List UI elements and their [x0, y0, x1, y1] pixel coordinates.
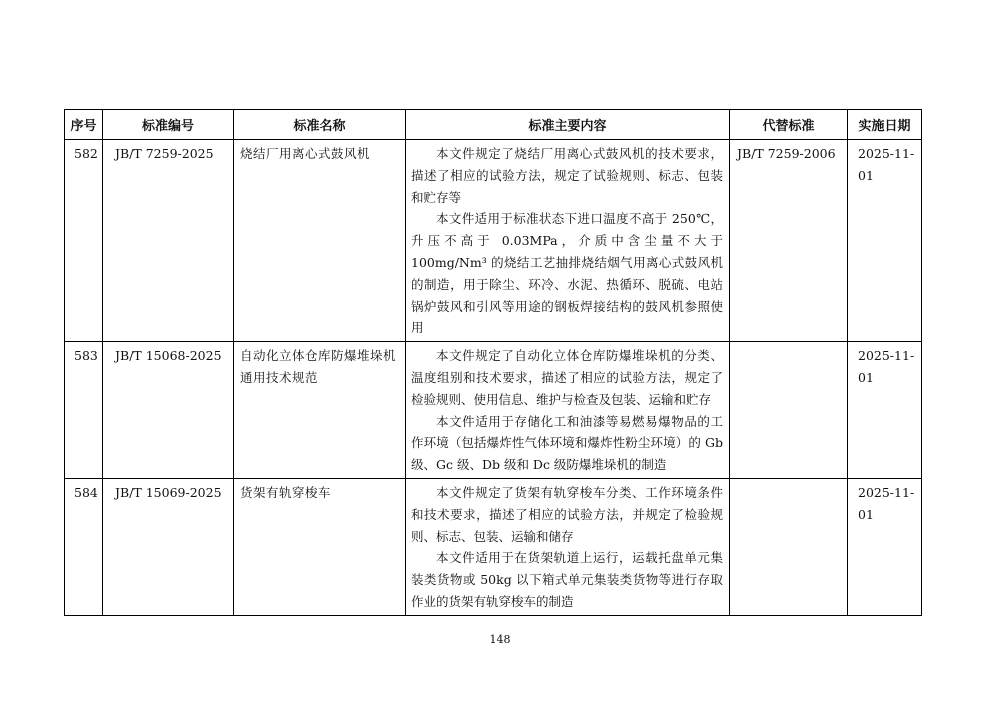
serial-no-cell: 582	[65, 140, 103, 342]
effective-date-cell: 2025-11-01	[848, 140, 922, 342]
main-content-cell	[406, 478, 730, 615]
table-row	[65, 478, 922, 615]
standards-table	[64, 109, 922, 616]
table-row	[65, 140, 922, 342]
effective-date-cell: 2025-11-01	[848, 342, 922, 479]
content-paragraph: 本文件规定了自动化立体仓库防爆堆垛机的分类、温度组别和技术要求，描述了相应的试验方法，规定了检验规则、使用信息、维护与检查及包装、运输和贮存	[411, 348, 723, 407]
replaced-standard-cell	[730, 478, 848, 615]
header-standard-code: 标准编号	[103, 110, 234, 140]
effective-date-cell: 2025-11-01	[848, 478, 922, 615]
header-replaced-standard: 代替标准	[730, 110, 848, 140]
standard-name-cell: 烧结厂用离心式鼓风机	[234, 140, 406, 342]
table-row	[65, 342, 922, 479]
header-effective-date: 实施日期	[848, 110, 922, 140]
page-number: 148	[489, 633, 511, 646]
content-paragraph: 本文件适用于标准状态下进口温度不高于 250℃，升压不高于 0.03MPa，介质中含尘量不大于 100mg/Nm³ 的烧结工艺抽排烧结烟气用离心式鼓风机的制造，用于除尘、环冷、水泥、热循环、脱硫、电站锅炉鼓风和引风等用途的钢板焊接结构的鼓风机参照使用	[411, 211, 723, 336]
standard-code-cell: JB/T 15068-2025	[103, 342, 234, 479]
replaced-standard-cell	[730, 342, 848, 479]
standard-code-cell: JB/T 7259-2025	[103, 140, 234, 342]
main-content-cell	[406, 342, 730, 479]
standard-name-cell: 货架有轨穿梭车	[234, 478, 406, 615]
serial-no-cell: 583	[65, 342, 103, 479]
header-standard-name: 标准名称	[234, 110, 406, 140]
header-main-content: 标准主要内容	[406, 110, 730, 140]
content-paragraph: 本文件规定了货架有轨穿梭车分类、工作环境条件和技术要求，描述了相应的试验方法，并规定了检验规则、标志、包装、运输和储存	[411, 484, 723, 544]
header-serial-no: 序号	[65, 110, 103, 140]
standard-name-cell: 自动化立体仓库防爆堆垛机通用技术规范	[234, 342, 406, 479]
serial-no-cell: 584	[65, 478, 103, 615]
content-paragraph: 本文件规定了烧结厂用离心式鼓风机的技术要求，描述了相应的试验方法，规定了试验规则、标志、包装和贮存等	[411, 146, 723, 205]
content-paragraph: 本文件适用于在货架轨道上运行，运载托盘单元集装类货物或 50kg 以下箱式单元集装类货物等进行存取作业的货架有轨穿梭车的制造	[411, 550, 723, 609]
replaced-standard-cell: JB/T 7259-2006	[730, 140, 848, 342]
content-paragraph: 本文件适用于存储化工和油漆等易燃易爆物品的工作环境（包括爆炸性气体环境和爆炸性粉尘环境）的 Gb 级、Gc 级、Db 级和 Dc 级防爆堆垛机的制造	[411, 413, 723, 473]
table-header-row	[65, 110, 922, 140]
main-content-cell	[406, 140, 730, 342]
standard-code-cell: JB/T 15069-2025	[103, 478, 234, 615]
